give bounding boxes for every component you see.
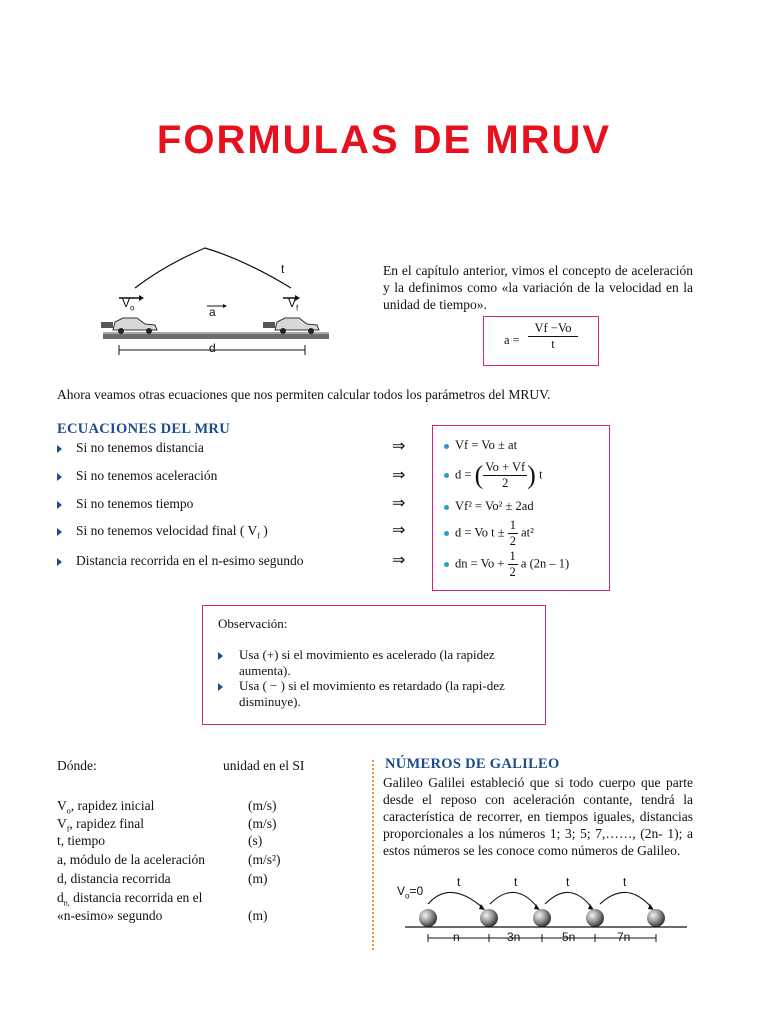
observation-item: Usa (+) si el movimiento es acelerado (la rapidez aumenta). [218, 647, 528, 679]
ball [586, 909, 604, 927]
variable-item: $V_f$, rapidez final [57, 816, 145, 834]
condition-item: Si no tenemos distancia [57, 440, 204, 456]
galileo-t-label: t [623, 875, 627, 889]
formula-vf: Vf = Vo ± at [444, 438, 517, 453]
variable-item: d, distancia recorrida [57, 871, 171, 886]
observation-title: Observación: [218, 616, 288, 631]
galileo-heading: NÚMEROS DE GALILEO [385, 756, 560, 772]
galileo-segment-label: 5n [562, 930, 576, 944]
variable-unit: (m/s) [248, 798, 277, 813]
equations-heading: ECUACIONES DEL MRU [57, 421, 230, 437]
condition-item: Si no tenemos aceleración [57, 468, 217, 484]
variable-unit: (m) [248, 871, 268, 886]
accel-lhs: a = [504, 333, 520, 347]
intro-paragraph: En el capítulo anterior, vimos el concepto de aceleración y la definimos como «la variación de la velocidad en la unidad de tiempo». [383, 263, 693, 312]
galileo-t-label: t [514, 875, 518, 889]
diagram-t-label: t [281, 262, 285, 276]
variable-item: «n-esimo» segundo [57, 908, 163, 923]
galileo-t-label: t [457, 875, 461, 889]
ball [533, 909, 551, 927]
variable-item: a, módulo de la aceleración [57, 852, 206, 867]
implies-arrow: ⇒ [392, 495, 406, 512]
implies-arrow: ⇒ [392, 522, 406, 539]
observation-box [202, 605, 546, 725]
ball [647, 909, 665, 927]
implies-arrow: ⇒ [392, 552, 406, 569]
variable-unit: (m) [248, 908, 268, 923]
variable-unit: (m/s) [248, 816, 277, 831]
condition-item: Si no tenemos tiempo [57, 496, 193, 512]
formula-d-average: d = ( $\frac{Vo + Vf}{2}$ ) t [444, 460, 542, 491]
galileo-paragraph: Galileo Galilei estableció que si todo cuerpo que parte desde el reposo con aceleración contante, tendrá la característica de recorrer, en tiempos iguales, distancias proporcionales a los números 1; 3; 5; 7,……, (2n- 1); a estos números se les conoce como números de Galileo. [383, 775, 693, 858]
galileo-diagram [395, 874, 695, 954]
column-divider [372, 760, 374, 950]
variable-item: $V_o$, rapidez inicial [57, 798, 155, 816]
implies-arrow: ⇒ [392, 467, 406, 484]
diagram-d-label: d [209, 341, 216, 355]
intro-sentence: Ahora veamos otras ecuaciones que nos permiten calcular todos los parámetros del MRUV. [57, 387, 551, 402]
variable-unit: (s) [248, 833, 263, 848]
implies-arrow: ⇒ [392, 438, 406, 455]
diagram-vf-label: $V_f$ [288, 296, 299, 313]
formula-vf-squared: Vf² = Vo² ± 2ad [444, 499, 534, 514]
galileo-vo-label: $V_o=0$ [397, 884, 424, 901]
condition-item: Distancia recorrida en el n-esimo segundo [57, 553, 304, 569]
variable-item: t, tiempo [57, 833, 106, 848]
galileo-t-label: t [566, 875, 570, 889]
variable-unit: (m/s²) [248, 852, 281, 867]
acceleration-formula-box [483, 316, 599, 366]
ball [480, 909, 498, 927]
diagram-vo-label: $V_o$ [122, 296, 135, 313]
page-title: FORMULAS DE MRUV [156, 118, 612, 162]
diagram-a-label: a [209, 305, 216, 319]
galileo-segment-label: 3n [507, 930, 521, 944]
variable-item: $d_{n,}$ distancia recorrida en el [57, 890, 203, 908]
observation-item: Usa ( − ) si el movimiento es retardado (la rapi-dez disminuye). [218, 678, 528, 710]
ball [419, 909, 437, 927]
condition-item: Si no tenemos velocidad final ( $V_f$ ) [57, 523, 268, 541]
where-label: Dónde: [57, 758, 97, 773]
formula-d-time: d = Vo t ± $\frac{1}{2}$ at² [444, 518, 534, 549]
unit-label: unidad en el SI [223, 758, 305, 773]
galileo-segment-label: n [453, 930, 460, 944]
galileo-segment-label: 7n [617, 930, 631, 944]
accel-fraction: $\frac{Vf -Vo}{t}$ [528, 321, 578, 352]
formula-dn: dn = Vo + $\frac{1}{2}$ a (2n – 1) [444, 549, 569, 580]
